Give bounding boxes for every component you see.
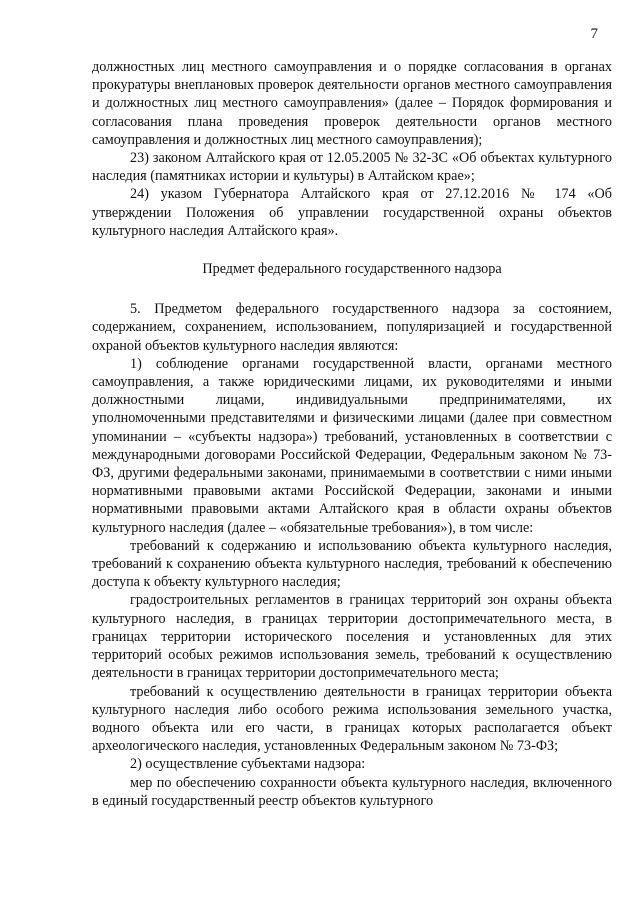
paragraph-subclause-1: 1) соблюдение органами государственной власти, органами местного самоуправления, а также юридическими лицами, их руководителями и иными должностными лицами, индивидуальными предпринимателями, их уполномоченными представителями и физическими лицами (далее при совместном упоминании – «субъекты надзора») требований, установленных в соответствии с международными договорами Российской Федерации, Федеральным законом № 73-ФЗ, другими федеральными законами, принимаемыми в соответствии с ними иными нормативными правовыми актами Российской Федерации, законами и иными нормативными правовыми актами Алтайского края в области охраны объектов культурного наследия (далее – «обязательные требования»), в том числе: xyxy=(92,355,612,536)
paragraph-continued: должностных лиц местного самоуправления и о порядке согласования в органах прокуратуры внеплановых проверок деятельности органов местного самоуправления и должностных лиц местного самоуправления» (далее – Порядок формирования и согласования плана проведения проверок деятельности органов местного самоуправления и должностных лиц местного самоуправления); xyxy=(92,59,612,148)
paragraph-requirements-maintenance: требований к содержанию и использованию объекта культурного наследия, требований к сохранению объекта культурного наследия, требований к обеспечению доступа к объекту культурного наследия; xyxy=(92,537,612,591)
paragraph-clause-5: 5. Предметом федерального государственного надзора за состоянием, содержанием, сохранением, использованием, популяризацией и государственной охраной объектов культурного наследия являются: xyxy=(92,301,612,354)
paragraph-subclause-2: 2) осуществление субъектами надзора: xyxy=(130,756,366,773)
paragraph-safety-measures: мер по обеспечению сохранности объекта культурного наследия, включенного в единый государственный реестр объектов культурного xyxy=(92,774,612,809)
document-body xyxy=(92,58,612,810)
paragraph-activity-requirements: требований к осуществлению деятельности в границах территории объекта культурного наследия либо особого режима использования земельного участка, водного объекта или его части, в границах которых располагается объект археологического наследия, установленных Федеральным законом № 73-ФЗ; xyxy=(92,683,612,755)
section-title: Предмет федерального государственного надзора xyxy=(202,261,502,278)
paragraph-item-23: 23) законом Алтайского края от 12.05.2005 № 32-ЗС «Об объектах культурного наследия (памятниках истории и культуры) в Алтайском крае»; xyxy=(92,150,612,185)
paragraph-item-24: 24) указом Губернатора Алтайского края от 27.12.2016 № 174 «Об утверждении Положения об управлении государственной охраны объектов культурного наследия Алтайского края». xyxy=(92,186,612,239)
paragraph-urban-planning: градостроительных регламентов в границах территорий зон охраны объекта культурного наследия, в границах территории достопримечательного места, в границах территории исторического поселения и установленных для этих территорий особых режимов использования земель, требований к осуществлению деятельности в границах территории достопримечательного места; xyxy=(92,592,612,682)
page-number: 7 xyxy=(590,26,598,42)
